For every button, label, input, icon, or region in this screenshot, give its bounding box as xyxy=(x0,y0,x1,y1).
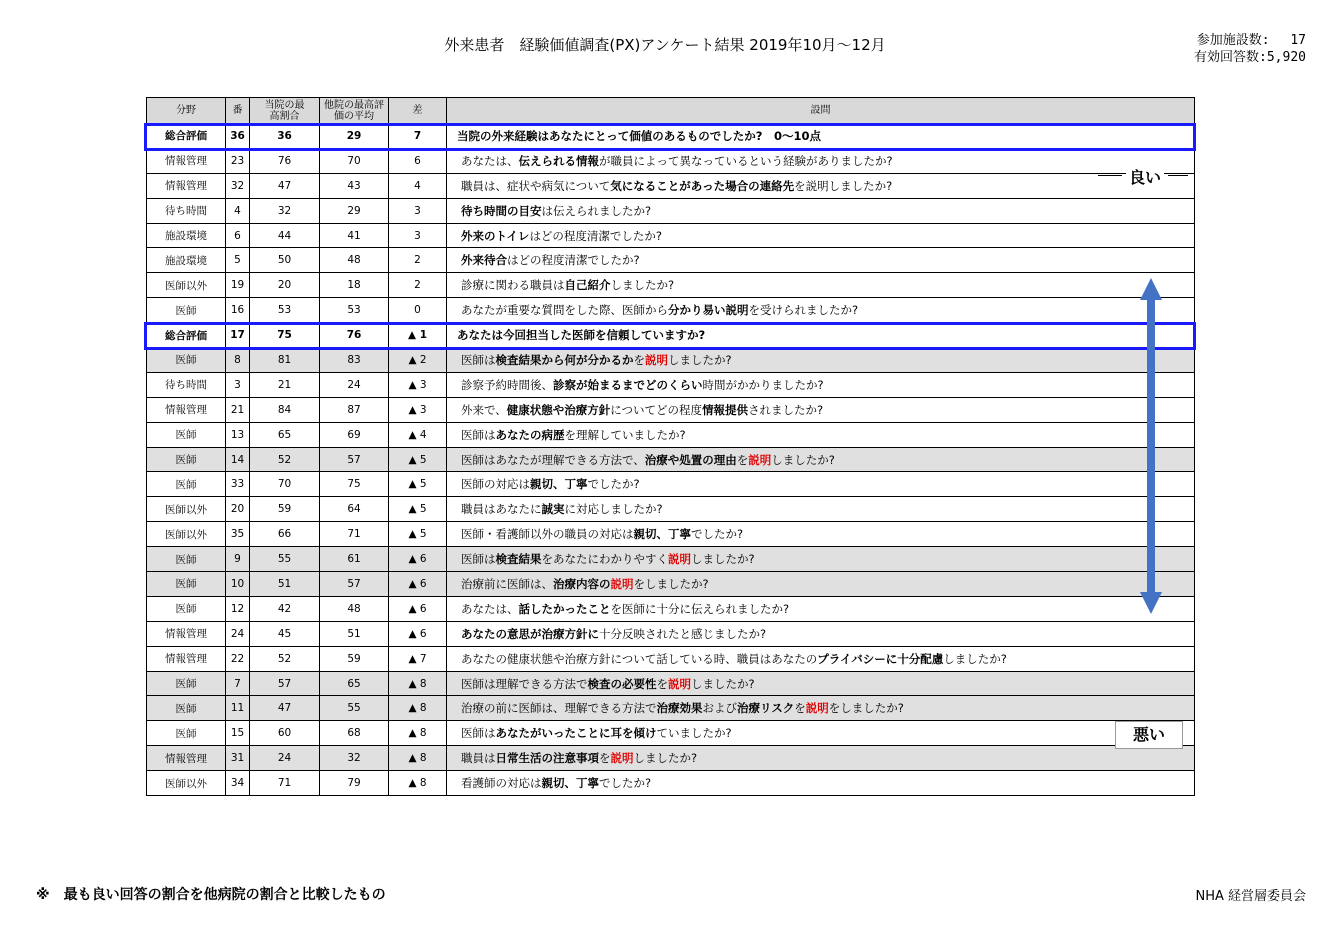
table-row xyxy=(147,223,1195,248)
cell-field: 医師 xyxy=(147,696,226,721)
header-other-average-text: 他院の最高評価の平均 xyxy=(324,99,384,122)
cell-question: 医師はあなたが理解できる方法で、治療や処置の理由を説明しましたか? xyxy=(447,447,1195,472)
cell-field: 情報管理 xyxy=(147,397,226,422)
cell-question: 医師・看護師以外の職員の対応は親切、丁寧でしたか? xyxy=(447,522,1195,547)
cell-number: 35 xyxy=(226,522,250,547)
header-own-rate xyxy=(250,98,320,124)
table-row xyxy=(147,348,1195,373)
cell-field: 情報管理 xyxy=(147,746,226,771)
cell-question: 職員は日常生活の注意事項を説明しましたか? xyxy=(447,746,1195,771)
cell-number: 16 xyxy=(226,298,250,323)
cell-own-rate: 20 xyxy=(250,273,320,298)
cell-field: 待ち時間 xyxy=(147,198,226,223)
facility-summary xyxy=(1194,32,1306,66)
table-row xyxy=(147,472,1195,497)
cell-difference: ▲ 5 xyxy=(389,497,447,522)
cell-question: 診療に関わる職員は自己紹介しましたか? xyxy=(447,273,1195,298)
cell-difference: ▲ 8 xyxy=(389,746,447,771)
header-own-rate-text: 当院の最高割合 xyxy=(264,99,305,122)
table-row xyxy=(147,298,1195,323)
cell-question: あなたの意思が治療方針に十分反映されたと感じましたか? xyxy=(447,621,1195,646)
cell-number: 34 xyxy=(226,771,250,796)
table-row xyxy=(147,397,1195,422)
cell-other-average: 53 xyxy=(320,298,389,323)
survey-results-table xyxy=(146,97,1195,796)
cell-own-rate: 81 xyxy=(250,348,320,373)
cell-own-rate: 55 xyxy=(250,547,320,572)
cell-number: 32 xyxy=(226,173,250,198)
header-number: 番 xyxy=(226,98,250,124)
cell-number: 22 xyxy=(226,646,250,671)
cell-field: 施設環境 xyxy=(147,248,226,273)
header-other-average xyxy=(320,98,389,124)
cell-other-average: 29 xyxy=(320,124,389,149)
cell-own-rate: 24 xyxy=(250,746,320,771)
cell-own-rate: 71 xyxy=(250,771,320,796)
cell-own-rate: 36 xyxy=(250,124,320,149)
cell-question: あなたは、伝えられる情報が職員によって異なっているという経験がありましたか? xyxy=(447,148,1195,173)
table-row xyxy=(147,273,1195,298)
cell-field: 医師 xyxy=(147,596,226,621)
cell-field: 情報管理 xyxy=(147,621,226,646)
cell-other-average: 51 xyxy=(320,621,389,646)
cell-number: 13 xyxy=(226,422,250,447)
cell-number: 15 xyxy=(226,721,250,746)
cell-own-rate: 52 xyxy=(250,447,320,472)
cell-difference: 0 xyxy=(389,298,447,323)
table-row xyxy=(147,621,1195,646)
good-label-line-left xyxy=(1098,175,1122,176)
cell-difference: ▲ 6 xyxy=(389,621,447,646)
cell-difference: ▲ 5 xyxy=(389,522,447,547)
cell-number: 14 xyxy=(226,447,250,472)
cell-difference: ▲ 7 xyxy=(389,646,447,671)
good-label xyxy=(1098,163,1188,189)
cell-own-rate: 50 xyxy=(250,248,320,273)
cell-own-rate: 84 xyxy=(250,397,320,422)
cell-own-rate: 44 xyxy=(250,223,320,248)
double-arrow-icon xyxy=(1136,276,1166,616)
cell-own-rate: 65 xyxy=(250,422,320,447)
cell-own-rate: 32 xyxy=(250,198,320,223)
cell-question: 職員はあなたに誠実に対応しましたか? xyxy=(447,497,1195,522)
table-header-row xyxy=(147,98,1195,124)
cell-number: 4 xyxy=(226,198,250,223)
cell-question: 当院の外来経験はあなたにとって価値のあるものでしたか? 0～10点 xyxy=(447,124,1195,149)
cell-field: 医師 xyxy=(147,472,226,497)
cell-other-average: 76 xyxy=(320,323,389,348)
cell-number: 6 xyxy=(226,223,250,248)
cell-field: 医師 xyxy=(147,572,226,597)
cell-difference: ▲ 6 xyxy=(389,596,447,621)
cell-own-rate: 53 xyxy=(250,298,320,323)
table-row xyxy=(147,323,1195,348)
cell-number: 36 xyxy=(226,124,250,149)
cell-field: 医師 xyxy=(147,721,226,746)
cell-other-average: 87 xyxy=(320,397,389,422)
cell-other-average: 71 xyxy=(320,522,389,547)
cell-question: 医師は検査結果をあなたにわかりやすく説明しましたか? xyxy=(447,547,1195,572)
cell-question: あなたは、話したかったことを医師に十分に伝えられましたか? xyxy=(447,596,1195,621)
cell-field: 医師以外 xyxy=(147,522,226,547)
cell-question: 外来待合はどの程度清潔でしたか? xyxy=(447,248,1195,273)
cell-difference: ▲ 4 xyxy=(389,422,447,447)
cell-number: 31 xyxy=(226,746,250,771)
cell-number: 7 xyxy=(226,671,250,696)
cell-question: 医師はあなたがいったことに耳を傾けていましたか? xyxy=(447,721,1195,746)
table-row xyxy=(147,497,1195,522)
cell-field: 医師 xyxy=(147,547,226,572)
cell-question: 治療前に医師は、治療内容の説明をしましたか? xyxy=(447,572,1195,597)
cell-other-average: 57 xyxy=(320,572,389,597)
cell-field: 総合評価 xyxy=(147,323,226,348)
cell-number: 23 xyxy=(226,148,250,173)
cell-difference: ▲ 6 xyxy=(389,547,447,572)
cell-number: 19 xyxy=(226,273,250,298)
cell-field: 情報管理 xyxy=(147,646,226,671)
cell-field: 医師 xyxy=(147,671,226,696)
table-row xyxy=(147,572,1195,597)
cell-field: 総合評価 xyxy=(147,124,226,149)
cell-field: 医師以外 xyxy=(147,273,226,298)
good-label-text: 良い xyxy=(1126,165,1164,188)
cell-other-average: 29 xyxy=(320,198,389,223)
cell-other-average: 65 xyxy=(320,671,389,696)
cell-number: 17 xyxy=(226,323,250,348)
table-row xyxy=(147,596,1195,621)
facility-count: 参加施設数: 17 xyxy=(1196,33,1306,48)
cell-difference: ▲ 6 xyxy=(389,572,447,597)
cell-other-average: 48 xyxy=(320,596,389,621)
cell-own-rate: 47 xyxy=(250,696,320,721)
footnote: ※ 最も良い回答の割合を他病院の割合と比較したもの xyxy=(36,887,386,903)
cell-own-rate: 52 xyxy=(250,646,320,671)
cell-other-average: 61 xyxy=(320,547,389,572)
cell-question: 待ち時間の目安は伝えられましたか? xyxy=(447,198,1195,223)
header-field: 分野 xyxy=(147,98,226,124)
cell-difference: ▲ 1 xyxy=(389,323,447,348)
cell-other-average: 43 xyxy=(320,173,389,198)
cell-difference: 2 xyxy=(389,248,447,273)
cell-other-average: 69 xyxy=(320,422,389,447)
cell-other-average: 70 xyxy=(320,148,389,173)
cell-difference: ▲ 8 xyxy=(389,771,447,796)
cell-difference: 3 xyxy=(389,198,447,223)
cell-own-rate: 75 xyxy=(250,323,320,348)
cell-difference: 2 xyxy=(389,273,447,298)
cell-field: 医師以外 xyxy=(147,497,226,522)
cell-difference: ▲ 5 xyxy=(389,447,447,472)
organization-name: NHA 経営層委員会 xyxy=(1195,889,1306,904)
cell-own-rate: 45 xyxy=(250,621,320,646)
cell-other-average: 48 xyxy=(320,248,389,273)
cell-other-average: 75 xyxy=(320,472,389,497)
cell-number: 21 xyxy=(226,397,250,422)
cell-other-average: 79 xyxy=(320,771,389,796)
cell-question: 診察予約時間後、診察が始まるまでどのくらい時間がかかりましたか? xyxy=(447,372,1195,397)
cell-own-rate: 42 xyxy=(250,596,320,621)
cell-question: 治療の前に医師は、理解できる方法で治療効果および治療リスクを説明をしましたか? xyxy=(447,696,1195,721)
cell-own-rate: 57 xyxy=(250,671,320,696)
table-row xyxy=(147,696,1195,721)
cell-question: 医師は検査結果から何が分かるかを説明しましたか? xyxy=(447,348,1195,373)
cell-question: あなたが重要な質問をした際、医師から分かり易い説明を受けられましたか? xyxy=(447,298,1195,323)
cell-question: 医師は理解できる方法で検査の必要性を説明しましたか? xyxy=(447,671,1195,696)
cell-question: あなたの健康状態や治療方針について話している時、職員はあなたのプライバシーに十分配慮しましたか? xyxy=(447,646,1195,671)
cell-own-rate: 21 xyxy=(250,372,320,397)
cell-own-rate: 70 xyxy=(250,472,320,497)
table-row xyxy=(147,721,1195,746)
cell-difference: ▲ 8 xyxy=(389,696,447,721)
cell-question: 医師の対応は親切、丁寧でしたか? xyxy=(447,472,1195,497)
cell-field: 待ち時間 xyxy=(147,372,226,397)
cell-other-average: 57 xyxy=(320,447,389,472)
cell-other-average: 83 xyxy=(320,348,389,373)
cell-other-average: 59 xyxy=(320,646,389,671)
cell-other-average: 18 xyxy=(320,273,389,298)
cell-own-rate: 51 xyxy=(250,572,320,597)
table-row xyxy=(147,148,1195,173)
cell-difference: ▲ 8 xyxy=(389,671,447,696)
cell-number: 33 xyxy=(226,472,250,497)
header-question: 設問 xyxy=(447,98,1195,124)
cell-number: 11 xyxy=(226,696,250,721)
cell-field: 医師 xyxy=(147,348,226,373)
cell-number: 20 xyxy=(226,497,250,522)
cell-other-average: 68 xyxy=(320,721,389,746)
header-difference: 差 xyxy=(389,98,447,124)
cell-difference: ▲ 3 xyxy=(389,372,447,397)
cell-other-average: 64 xyxy=(320,497,389,522)
cell-field: 医師 xyxy=(147,422,226,447)
page-title: 外来患者 経験価値調査(PX)アンケート結果 2019年10月～12月 xyxy=(444,36,886,54)
cell-field: 医師以外 xyxy=(147,771,226,796)
table-row xyxy=(147,547,1195,572)
cell-field: 情報管理 xyxy=(147,173,226,198)
cell-field: 医師 xyxy=(147,298,226,323)
cell-other-average: 32 xyxy=(320,746,389,771)
cell-own-rate: 66 xyxy=(250,522,320,547)
table-row xyxy=(147,771,1195,796)
cell-difference: ▲ 2 xyxy=(389,348,447,373)
table-row xyxy=(147,372,1195,397)
cell-number: 3 xyxy=(226,372,250,397)
cell-field: 施設環境 xyxy=(147,223,226,248)
cell-difference: 4 xyxy=(389,173,447,198)
cell-number: 10 xyxy=(226,572,250,597)
cell-question: 医師はあなたの病歴を理解していましたか? xyxy=(447,422,1195,447)
cell-difference: 7 xyxy=(389,124,447,149)
cell-difference: ▲ 3 xyxy=(389,397,447,422)
cell-field: 情報管理 xyxy=(147,148,226,173)
cell-difference: 3 xyxy=(389,223,447,248)
table-row xyxy=(147,522,1195,547)
table-row xyxy=(147,447,1195,472)
good-label-line-right xyxy=(1168,175,1188,176)
cell-number: 12 xyxy=(226,596,250,621)
cell-question: 外来のトイレはどの程度清潔でしたか? xyxy=(447,223,1195,248)
cell-other-average: 24 xyxy=(320,372,389,397)
cell-own-rate: 60 xyxy=(250,721,320,746)
table-row xyxy=(147,248,1195,273)
cell-question: 看護師の対応は親切、丁寧でしたか? xyxy=(447,771,1195,796)
table-row xyxy=(147,746,1195,771)
cell-own-rate: 59 xyxy=(250,497,320,522)
cell-question: 職員は、症状や病気について気になることがあった場合の連絡先を説明しましたか? xyxy=(447,173,1195,198)
response-count: 有効回答数:5,920 xyxy=(1194,50,1306,65)
table-row xyxy=(147,646,1195,671)
table-row xyxy=(147,671,1195,696)
cell-own-rate: 76 xyxy=(250,148,320,173)
cell-difference: 6 xyxy=(389,148,447,173)
cell-other-average: 55 xyxy=(320,696,389,721)
cell-question: 外来で、健康状態や治療方針についてどの程度情報提供されましたか? xyxy=(447,397,1195,422)
table-row xyxy=(147,422,1195,447)
cell-field: 医師 xyxy=(147,447,226,472)
cell-question: あなたは今回担当した医師を信頼していますか? xyxy=(447,323,1195,348)
cell-number: 8 xyxy=(226,348,250,373)
cell-number: 5 xyxy=(226,248,250,273)
cell-own-rate: 47 xyxy=(250,173,320,198)
cell-number: 9 xyxy=(226,547,250,572)
table-row xyxy=(147,173,1195,198)
cell-difference: ▲ 5 xyxy=(389,472,447,497)
cell-other-average: 41 xyxy=(320,223,389,248)
table-row xyxy=(147,124,1195,149)
cell-number: 24 xyxy=(226,621,250,646)
bad-label: 悪い xyxy=(1115,721,1183,749)
table-row xyxy=(147,198,1195,223)
cell-difference: ▲ 8 xyxy=(389,721,447,746)
